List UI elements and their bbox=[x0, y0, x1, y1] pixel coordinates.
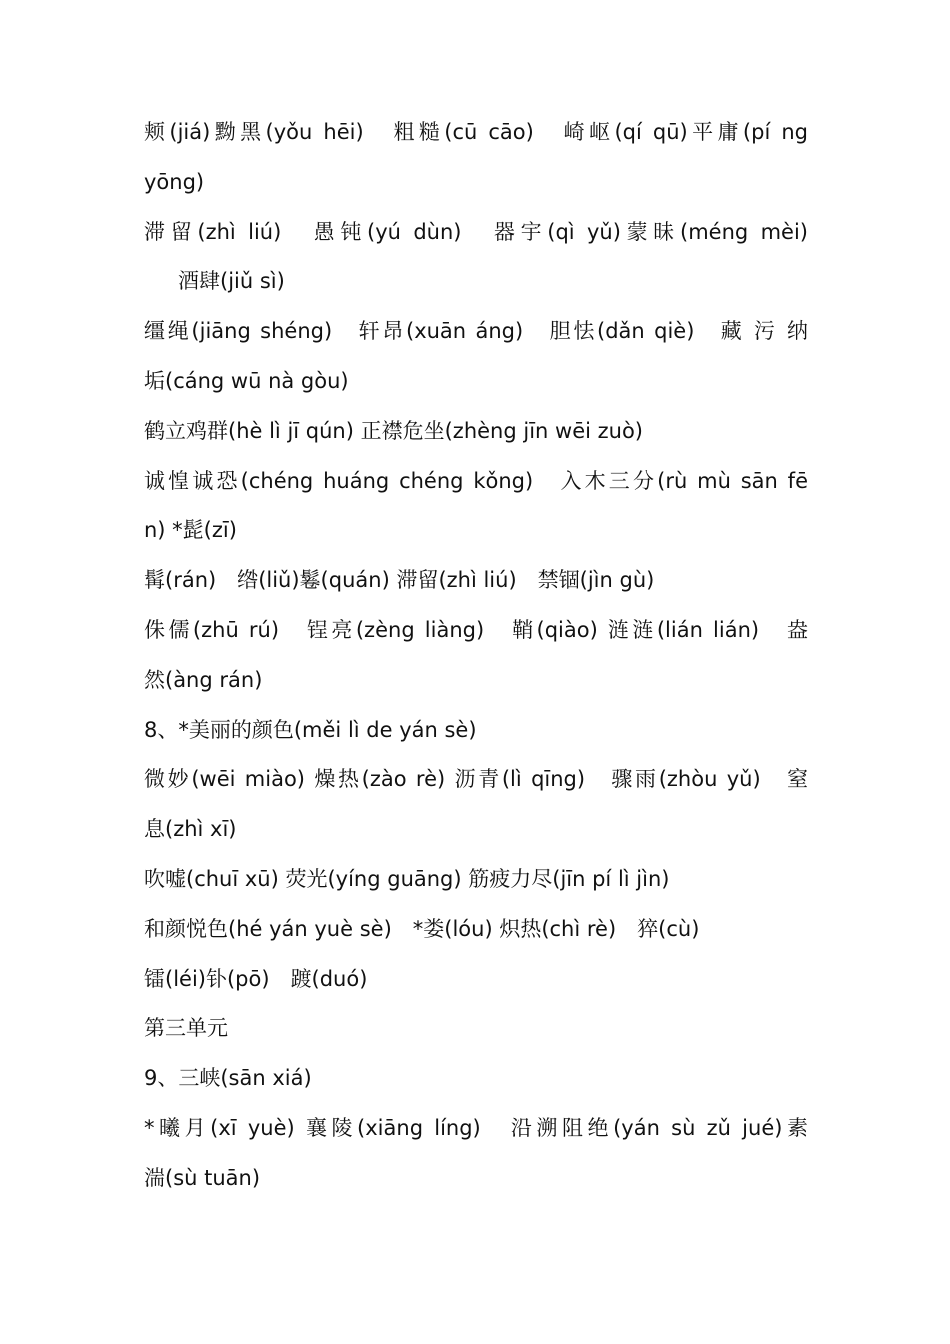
text-line: 吹嘘(chuī xū) 荧光(yíng guāng) 筋疲力尽(jīn pí lì jìn) bbox=[144, 866, 670, 891]
text-line: 滞留(zhì liú) 愚钝(yú dùn) 器宇(qì yǔ)蒙昧(méng mèi) bbox=[144, 219, 808, 244]
lesson-heading: 8、*美丽的颜色(měi lì de yán sè) bbox=[144, 717, 477, 742]
text-line: 垢(cáng wū nà gòu) bbox=[144, 368, 349, 393]
text-line: 诚惶诚恐(chéng huáng chéng kǒng) 入木三分(rù mù sān fē bbox=[144, 468, 808, 493]
lesson-heading: 9、三峡(sān xiá) bbox=[144, 1066, 312, 1091]
text-line: 微妙(wēi miào) 燥热(zào rè) 沥青(lì qīng) 骤雨(zhòu yǔ) 窒 bbox=[144, 767, 808, 792]
unit-heading: 第三单元 bbox=[144, 1016, 228, 1041]
text-line: yōng) bbox=[144, 169, 205, 194]
text-line: *曦月(xī yuè) 襄陵(xiāng líng) 沿溯阻绝(yán sù zǔ jué)素 bbox=[144, 1115, 808, 1140]
text-line: 镭(léi)钋(pō) 踱(duó) bbox=[144, 966, 368, 991]
text-line: 缰绳(jiāng shéng) 轩昂(xuān áng) 胆怯(dǎn qiè) 藏 污 纳 bbox=[144, 319, 808, 344]
text-line: 然(àng rán) bbox=[144, 667, 263, 692]
text-line: 侏儒(zhū rú) 锃亮(zèng liàng) 鞘(qiào) 涟涟(lián lián) 盎 bbox=[144, 617, 808, 642]
text-line: 颊(jiá)黝黑(yǒu hēi) 粗糙(cū cāo) 崎岖(qí qū)平庸(pí ng bbox=[144, 120, 808, 144]
text-line: 鹤立鸡群(hè lì jī qún) 正襟危坐(zhèng jīn wēi zuò) bbox=[144, 418, 643, 443]
document-body bbox=[144, 108, 808, 1204]
text-line: 髯(rán) 绺(liǔ)鬈(quán) 滞留(zhì liú) 禁锢(jìn gù) bbox=[144, 568, 655, 593]
text-line: 和颜悦色(hé yán yuè sè) *娄(lóu) 炽热(chì rè) 猝(cù) bbox=[144, 916, 700, 941]
text-line: n) *髭(zī) bbox=[144, 518, 237, 543]
text-line: 息(zhì xī) bbox=[144, 817, 237, 842]
text-line: 湍(sù tuān) bbox=[144, 1165, 261, 1190]
text-line: 酒肆(jiǔ sì) bbox=[178, 269, 285, 294]
